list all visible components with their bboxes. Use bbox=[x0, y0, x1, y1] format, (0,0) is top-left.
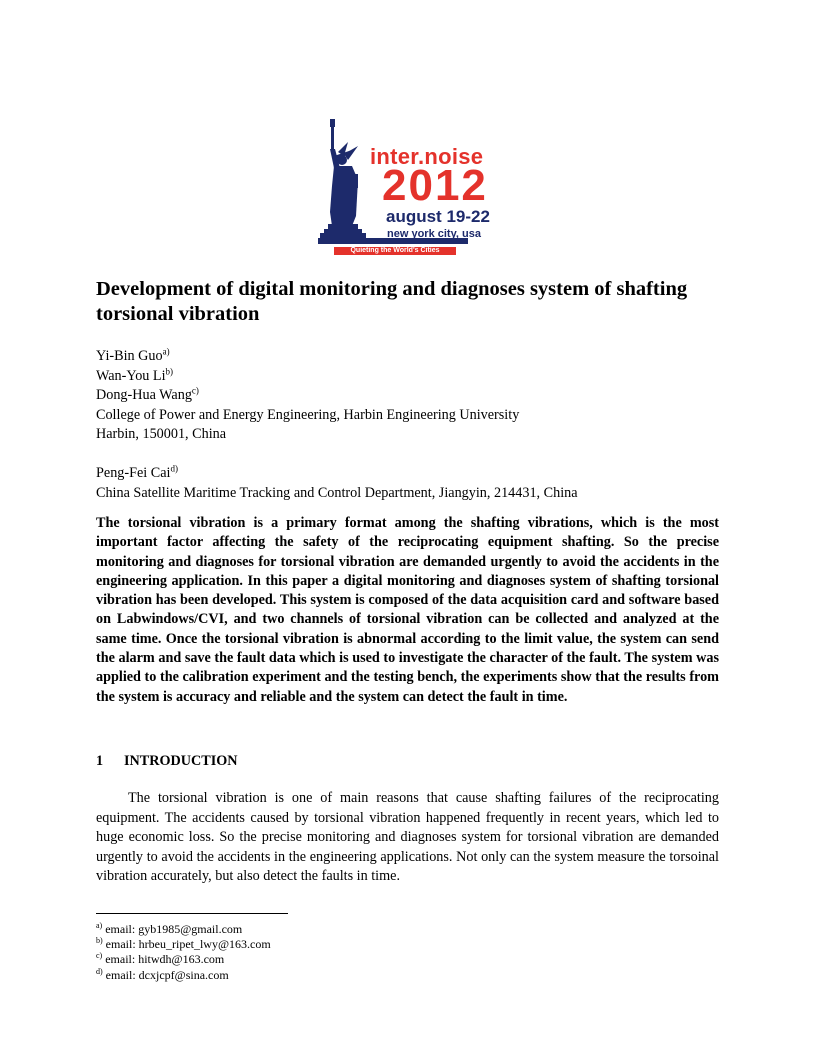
affiliation-line: College of Power and Energy Engineering, Harbin Engineering University bbox=[96, 406, 520, 423]
footnote-mark: c) bbox=[96, 951, 103, 961]
affiliation-address: Harbin, 150001, China bbox=[96, 426, 227, 442]
abstract: The torsional vibration is a primary format among the shafting vibrations, which is the most important factor affecting the safety of the reciprocating equipment shafting. So the precise monitoring and diagnoses for torsional vibration are demanded urgently to avoid the accidents in the engineering application. In this paper a digital monitoring and diagnoses system of shafting torsional vibration has been developed. This system is composed of the data acquisition card and software based on Labwindows/CVI, and two channels of torsional vibration can be collected and analyzed at the same time. Once the torsional vibration is abnormal according to the limit value, the system can send the alarm and save the fault data which is used to investigate the character of the fault. The system was applied to the calibration experiment and the testing bench, the experiments show that the results from the system is accuracy and reliable and the system can detect the fault in time. bbox=[96, 515, 719, 705]
section-title: INTRODUCTION bbox=[124, 753, 238, 769]
author-line bbox=[96, 464, 726, 484]
author-name: Yi-Bin Guo bbox=[96, 348, 163, 364]
footnote-mark: a) bbox=[96, 921, 103, 930]
footnote bbox=[96, 922, 271, 937]
footnote bbox=[96, 952, 271, 967]
author-block bbox=[96, 347, 726, 503]
conference-logo bbox=[318, 116, 508, 262]
author-footnote-mark: c) bbox=[191, 385, 199, 396]
footnote-mark: d) bbox=[96, 966, 103, 976]
author-line bbox=[96, 367, 726, 387]
author-name: Wan-You Li bbox=[96, 367, 166, 384]
paper-title: Development of digital monitoring and diagnoses system of shafting torsional vibration bbox=[96, 278, 688, 325]
body-paragraph: The torsional vibration is one of main reasons that cause shafting failures of the reciprocating equipment. The accidents caused by torsional vibration happened frequently in recent years, which led to huge economic loss. So the precise monitoring and diagnoses system for torsional vibration are demanded urgently to avoid the accidents in the engineering applications. Not only can the system measure the torsoinal vibration accurately, but also detect the faults in time. bbox=[96, 790, 719, 885]
footnote-mark: b) bbox=[96, 936, 103, 946]
section-heading bbox=[96, 753, 238, 770]
footnote-text: email: hrbeu_ripet_lwy@163.com bbox=[105, 937, 271, 952]
author-footnote-mark: a) bbox=[162, 346, 170, 357]
logo-tagline: Quieting the World's Cities bbox=[334, 247, 456, 255]
logo-location: new york city, usa bbox=[387, 228, 481, 240]
author-line bbox=[96, 386, 726, 406]
author-name: Dong-Hua Wang bbox=[96, 387, 192, 403]
author-footnote-mark: d) bbox=[170, 463, 178, 474]
logo-year: 2012 bbox=[382, 161, 488, 210]
footnotes bbox=[96, 922, 271, 983]
logo-wordmark: inter.noise bbox=[370, 144, 484, 169]
author-name: Peng-Fei Cai bbox=[96, 465, 171, 481]
footnote bbox=[96, 968, 271, 983]
section-number: 1 bbox=[96, 753, 104, 769]
spacer bbox=[96, 445, 726, 465]
footnote bbox=[96, 937, 271, 952]
logo-dates: august 19-22 bbox=[386, 207, 490, 226]
footnote-text: email: hitwdh@163.com bbox=[105, 952, 225, 967]
author-line bbox=[96, 347, 726, 367]
footnote-text: email: gyb1985@gmail.com bbox=[105, 922, 243, 936]
footnote-divider bbox=[96, 913, 288, 914]
footnote-text: email: dcxjcpf@sina.com bbox=[105, 967, 229, 982]
affiliation-line: China Satellite Maritime Tracking and Control Department, Jiangyin, 214431, China bbox=[96, 484, 578, 501]
author-footnote-mark: b) bbox=[165, 365, 174, 376]
